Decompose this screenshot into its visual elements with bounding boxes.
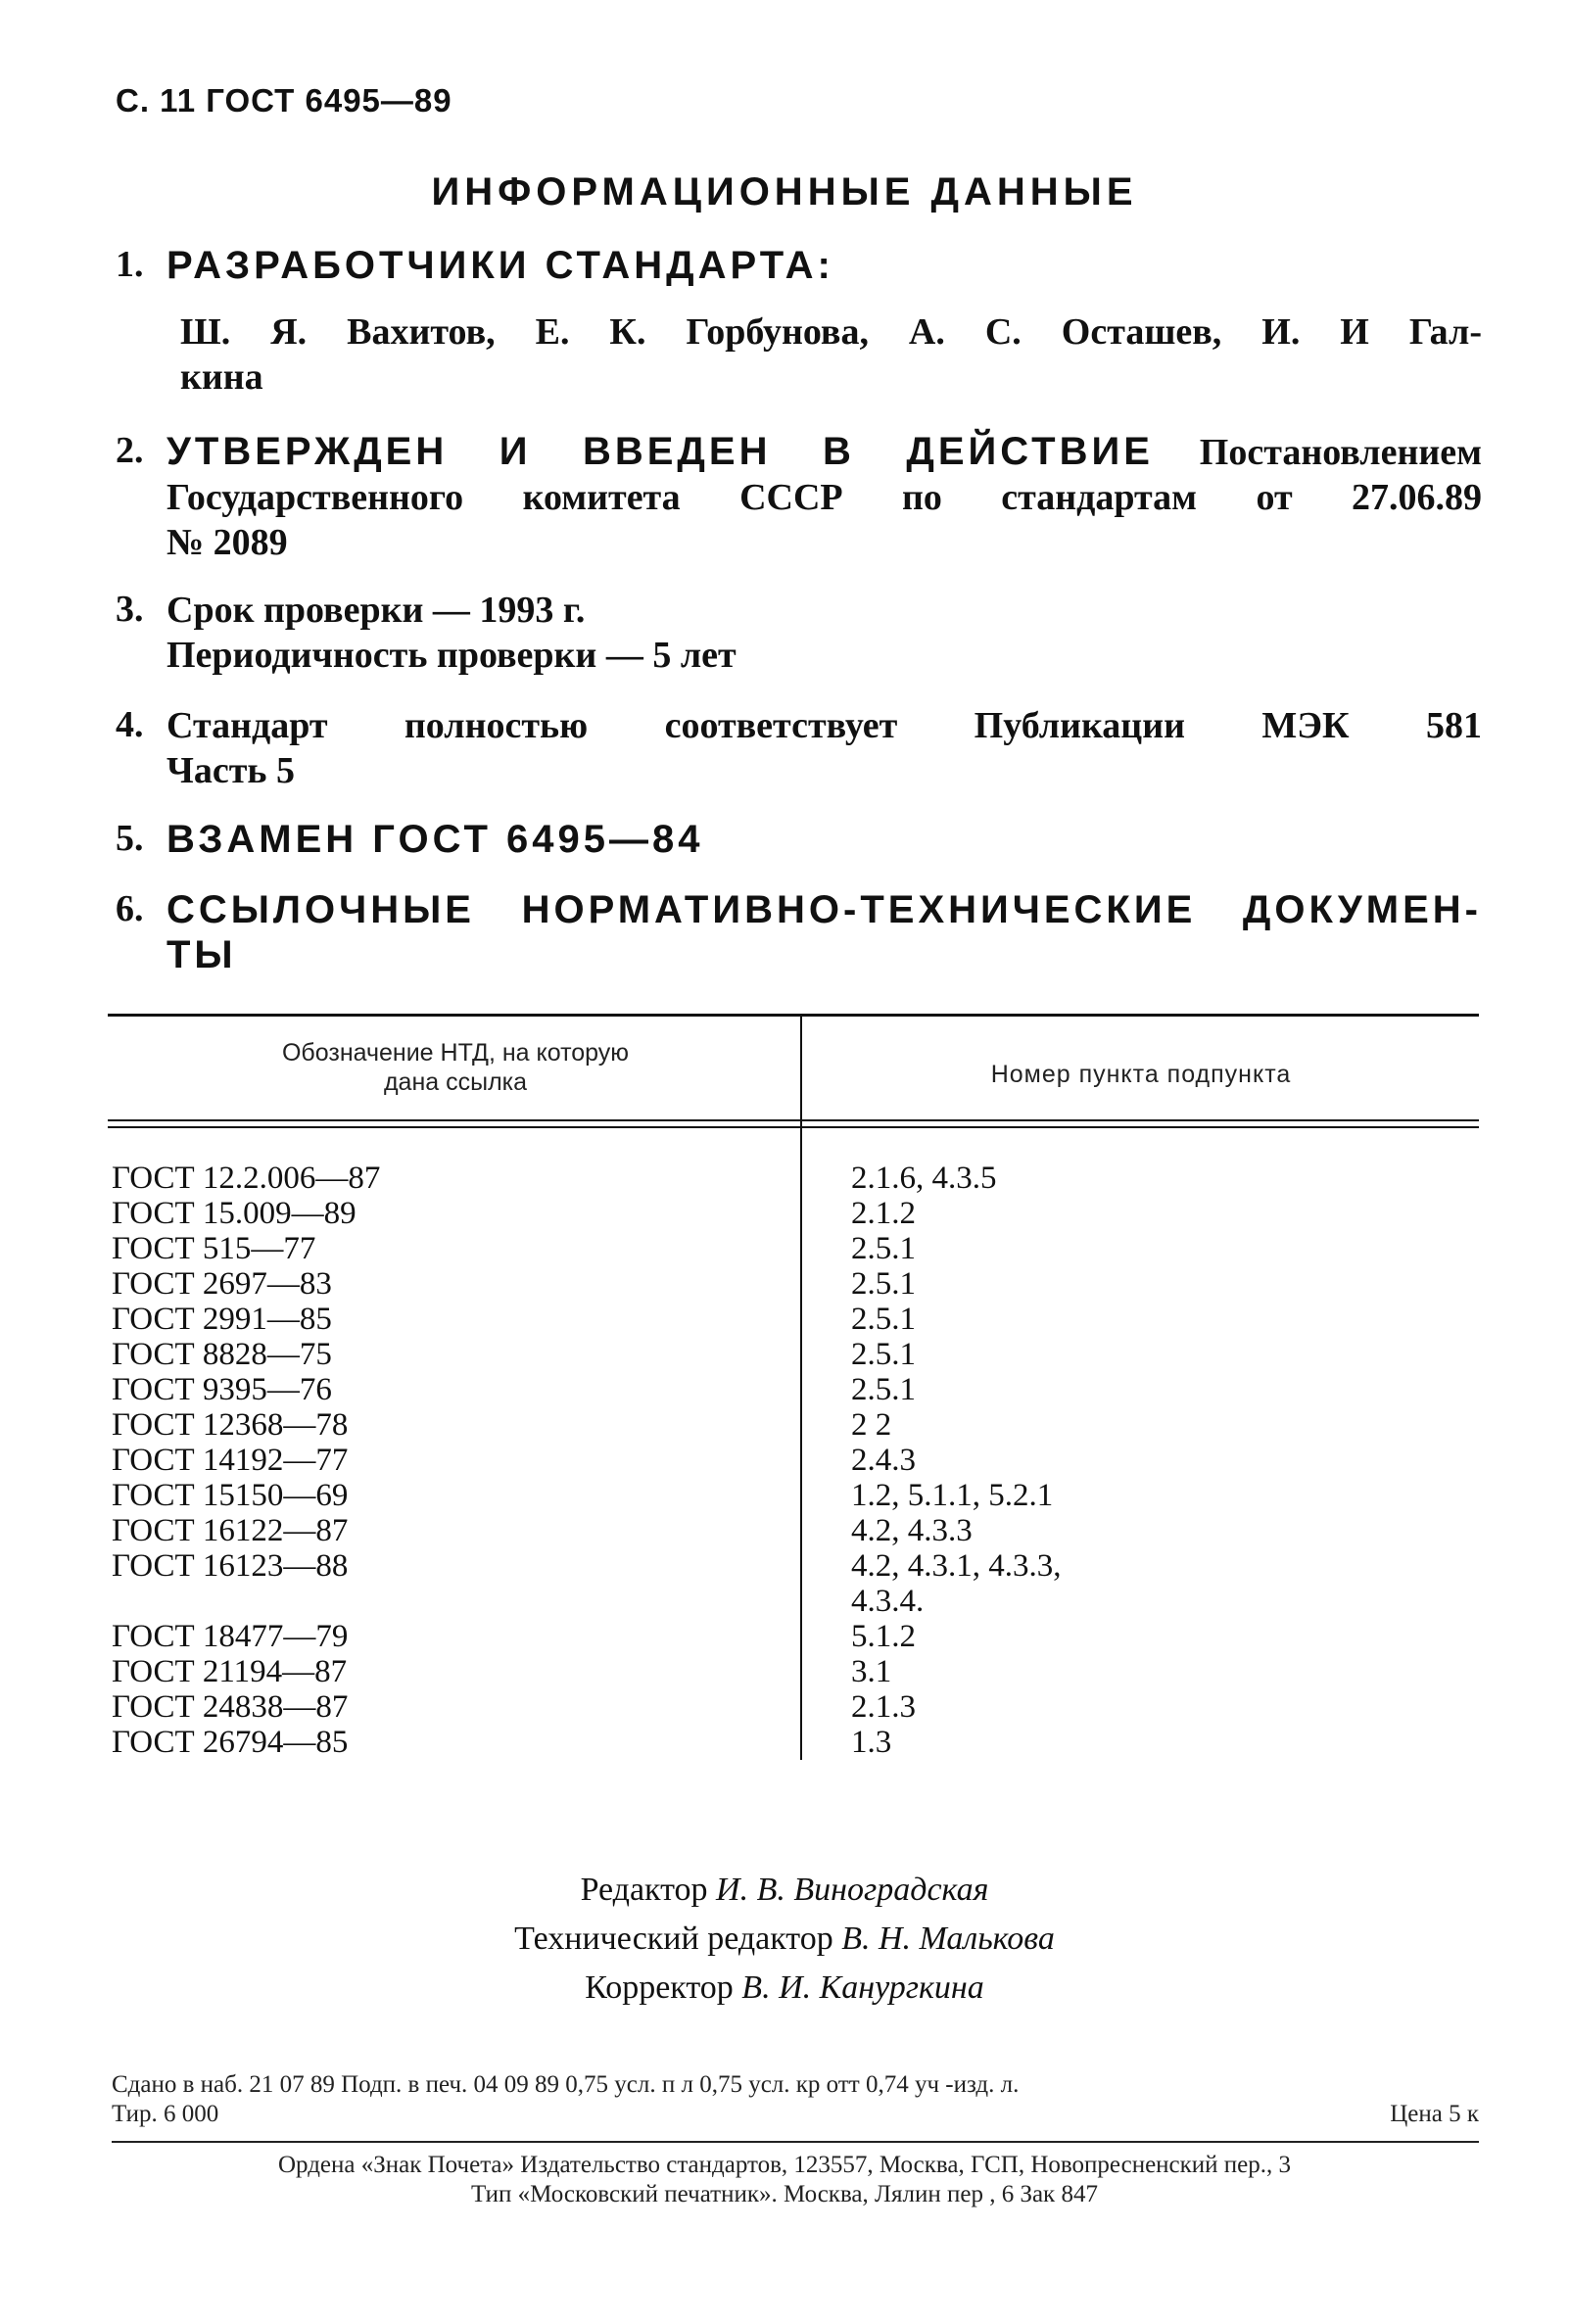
table-row [112,1266,1479,1302]
references-table-body [112,1161,1479,1760]
document-title: ИНФОРМАЦИОННЫЕ ДАННЫЕ [431,170,1138,213]
table-header-rule [108,1119,1479,1121]
approval-line-2: Государственного комитета СССР по стандартам от 27.06.89 [166,477,1482,518]
review-line-2: Периодичность проверки — 5 лет [166,635,737,676]
clause-number: 2.1.6, 4.3.5 [851,1161,997,1196]
item-number: 2. [116,430,144,471]
item-number: 1. [116,244,144,285]
approval-line-1 [166,429,1482,475]
tech-editor-label: Технический редактор [514,1921,833,1957]
clause-number: 2.5.1 [851,1266,916,1302]
editor-label: Редактор [580,1872,708,1908]
circulation: Тир. 6 000 [112,2101,219,2127]
document-designation: ГОСТ 8828—75 [112,1337,332,1372]
page-reference: С. 11 ГОСТ 6495—89 [116,82,452,119]
table-row [112,1725,1479,1760]
table-row [112,1689,1479,1725]
item-developers [116,243,1482,400]
corrector-label: Корректор [585,1969,734,2006]
item-number: 4. [116,704,144,745]
printer-info [0,2151,1569,2209]
header-line: Обозначение НТД, на которую [281,1039,630,1067]
editor-line [0,1866,1569,1915]
document-designation: ГОСТ 12.2.006—87 [112,1161,381,1196]
tech-editor-name: В. Н. Малькова [841,1921,1055,1957]
references-line-2: ТЫ [166,933,237,976]
conformity-line-1: Стандарт полностью соответствует Публикации МЭК 581 [166,705,1482,746]
document-designation: ГОСТ 18477—79 [112,1619,349,1654]
clause-number: 1.2, 5.1.1, 5.2.1 [851,1478,1054,1513]
clause-number: 2.5.1 [851,1337,916,1372]
clause-number: 4.2, 4.3.1, 4.3.3, 4.3.4. [851,1548,1062,1619]
clause-number: 2 2 [851,1407,892,1443]
table-row [112,1196,1479,1231]
table-row [112,1443,1479,1478]
table-header-rule [108,1126,1479,1128]
table-row [112,1337,1479,1372]
developers-heading: РАЗРАБОТЧИКИ СТАНДАРТА: [166,244,834,287]
clause-number: 5.1.2 [851,1619,916,1654]
approval-line-3: № 2089 [166,522,288,563]
tech-editor-line [0,1915,1569,1964]
replaces-line: ВЗАМЕН ГОСТ 6495—84 [166,818,704,861]
document-designation: ГОСТ 21194—87 [112,1654,348,1689]
document-designation: ГОСТ 9395—76 [112,1372,332,1407]
editor-name: И. В. Виноградская [716,1872,989,1908]
corrector-name: В. И. Канургкина [741,1969,984,2006]
item-review [116,588,1482,678]
document-designation: ГОСТ 26794—85 [112,1725,349,1760]
document-designation: ГОСТ 12368—78 [112,1407,349,1443]
header-line: дана ссылка [383,1068,528,1096]
item-approval [116,429,1482,565]
table-row [112,1548,1479,1619]
table-row [112,1513,1479,1548]
imprint-row [112,2100,1479,2129]
table-row [112,1302,1479,1337]
document-designation: ГОСТ 16122—87 [112,1513,349,1548]
conformity-line-2: Часть 5 [166,750,296,791]
imprint-line: Сдано в наб. 21 07 89 Подп. в печ. 04 09 89 0,75 усл. п л 0,75 усл. кр отт 0,74 уч -изд. л. [112,2071,1020,2098]
imprint [112,2070,1479,2129]
item-replaces [116,817,1482,862]
table-row [112,1619,1479,1654]
clause-number: 2.4.3 [851,1443,916,1478]
table-header-document [118,1038,793,1097]
item-number: 3. [116,589,144,630]
approval-rest: Постановлением [1199,432,1483,473]
price: Цена 5 к [1390,2101,1479,2127]
document-designation: ГОСТ 14192—77 [112,1443,349,1478]
table-row [112,1161,1479,1196]
document-designation: ГОСТ 24838—87 [112,1689,349,1725]
publisher-line: Ордена «Знак Почета» Издательство стандартов, 123557, Москва, ГСП, Новопресненский пер., 3 [277,2152,1292,2178]
table-row [112,1407,1479,1443]
clause-number: 2.1.3 [851,1689,916,1725]
clause-number: 2.5.1 [851,1231,916,1266]
document-designation: ГОСТ 2697—83 [112,1266,332,1302]
document-designation: ГОСТ 15.009—89 [112,1196,357,1231]
item-number: 5. [116,818,144,859]
item-references [116,887,1482,977]
imprint-rule [112,2141,1479,2143]
review-line-1: Срок проверки — 1993 г. [166,590,586,631]
credits [0,1866,1569,2013]
approval-caps: УТВЕРЖДЕН И ВВЕДЕН В ДЕЙСТВИЕ [166,430,1154,473]
item-conformity [116,703,1482,793]
printer-line: Тип «Московский печатник». Москва, Лялин пер , 6 Зак 847 [471,2181,1098,2207]
clause-number: 2.5.1 [851,1372,916,1407]
item-number: 6. [116,888,144,929]
table-row [112,1478,1479,1513]
authors-line-1: Ш. Я. Вахитов, Е. К. Горбунова, А. С. Осташев, И. И Гал- [180,311,1482,353]
clause-number: 4.2, 4.3.3 [851,1513,973,1548]
clause-number: 3.1 [851,1654,892,1689]
table-row [112,1372,1479,1407]
document-designation: ГОСТ 15150—69 [112,1478,349,1513]
document-designation: ГОСТ 2991—85 [112,1302,332,1337]
clause-number: 2.5.1 [851,1302,916,1337]
corrector-line [0,1964,1569,2013]
references-line-1: ССЫЛОЧНЫЕ НОРМАТИВНО-ТЕХНИЧЕСКИЕ ДОКУМЕН- [166,888,1482,931]
table-top-rule [108,1014,1479,1017]
clause-number: 2.1.2 [851,1196,916,1231]
document-designation: ГОСТ 515—77 [112,1231,316,1266]
authors-line-2: кина [180,356,263,398]
document-designation: ГОСТ 16123—88 [112,1548,349,1584]
table-row [112,1654,1479,1689]
table-header-clause: Номер пункта подпункта [990,1061,1292,1088]
table-row [112,1231,1479,1266]
clause-number: 1.3 [851,1725,892,1760]
